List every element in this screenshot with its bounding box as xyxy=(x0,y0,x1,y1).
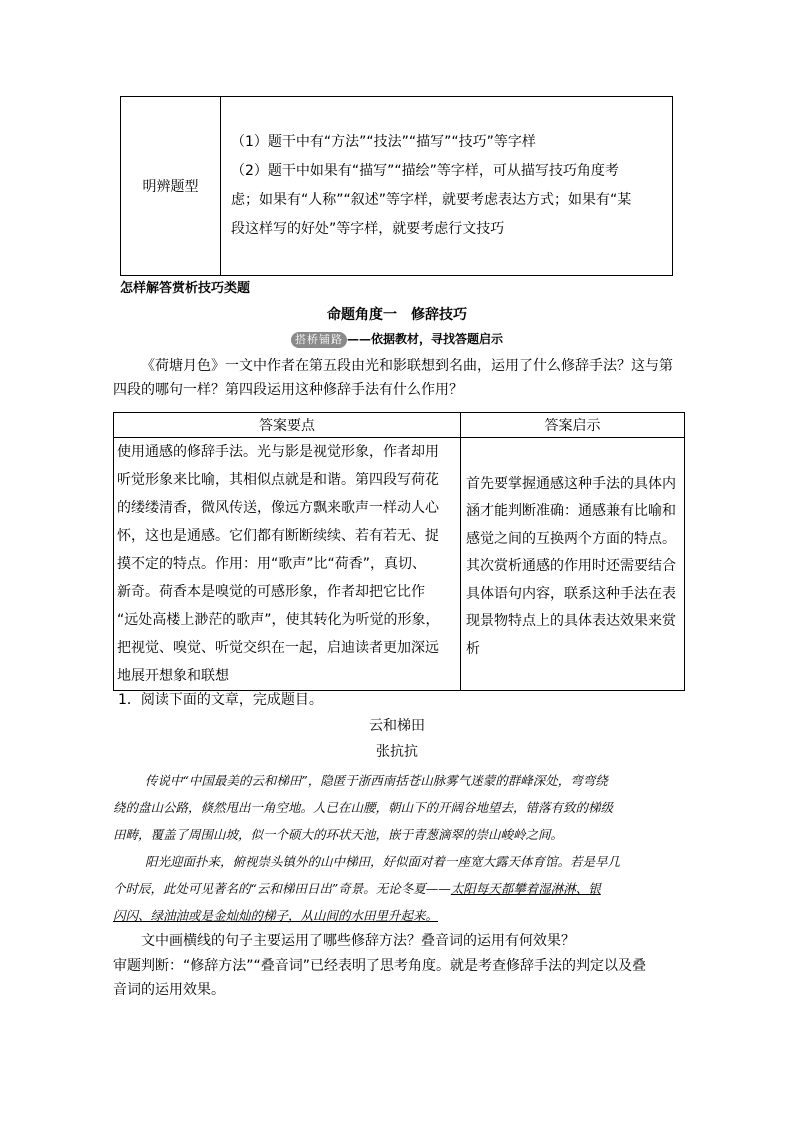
answer-point-line: 地展开想象和联想 xyxy=(117,668,229,684)
answer-point-line: 的缕缕清香，微风传送，像远方飘来歌声一样动人心 xyxy=(117,500,439,516)
answer-hints-cell xyxy=(461,438,685,691)
article-line: 绕的盘山公路，倏然甩出一角空地。人已在山腰，朝山下的开阔谷地望去，错落有致的梯级 xyxy=(113,800,614,815)
analysis-paragraph xyxy=(113,954,703,1002)
answer-point-line: “远处高楼上渺茫的歌声”，使其转化为听觉的形象， xyxy=(117,612,440,628)
guide-line xyxy=(0,330,794,348)
article-author: 张抗抗 xyxy=(376,744,418,760)
answer-hints-header: 答案启示 xyxy=(461,413,685,438)
answer-hint-line: 感觉之间的互换两个方面的特点。 xyxy=(466,530,676,547)
guide-text: ——依据教材，寻找答题启示 xyxy=(346,332,503,346)
question-paragraph xyxy=(113,354,693,402)
answer-point-line: 听觉形象来比喻，其相似点就是和谐。第四段写荷花 xyxy=(117,472,439,488)
article-paragraph-2 xyxy=(113,848,693,929)
section-heading: 怎样解答赏析技巧类题 xyxy=(120,281,251,296)
article-line xyxy=(113,875,693,902)
answer-point-line: 把视觉、嗅觉、听觉交织在一起，启迪读者更加深远 xyxy=(117,640,439,656)
underlined-sentence: 太阳每天都攀着湿淋淋、银 xyxy=(450,881,601,896)
question-line: 四段的哪句一样？第四段运用这种修辞手法有什么作用？ xyxy=(113,382,463,398)
article-line: 田畴，覆盖了周围山坡，似一个硕大的环状天池，嵌于青葱滴翠的崇山峻岭之间。 xyxy=(113,827,564,842)
question-line: 《荷塘月色》一文中作者在第五段由光和影联想到名曲，运用了什么修辞手法？这与第 xyxy=(141,358,673,374)
analysis-line: 音词的运用效果。 xyxy=(113,982,225,998)
question-type-table xyxy=(120,96,673,276)
answer-hint-line: 首先要掌握通感这种手法的具体内 xyxy=(466,475,676,492)
article-paragraph-1 xyxy=(113,767,693,848)
question-type-line: （2）题干中如果有“描写”“描绘”等字样，可从描写技巧角度考 xyxy=(231,163,619,179)
underlined-sentence: 闪闪、绿油油或是金灿灿的梯子，从山间的水田里升起来。 xyxy=(113,908,439,923)
answer-point-line: 怀，这也是通感。它们都有断断续续、若有若无、捉 xyxy=(117,528,439,544)
article-line: 传说中“中国最美的云和梯田”，隐匿于浙西南括苍山脉雾气迷蒙的群峰深处，弯弯绕 xyxy=(145,773,608,788)
answer-hint-line: 具体语句内容，联系这种手法在表 xyxy=(466,585,676,602)
answer-hint-line: 现景物特点上的具体表达效果来赏 xyxy=(466,613,676,630)
question-type-line: 段这样写的好处”等字样，就要考虑行文技巧 xyxy=(231,221,505,237)
question-type-label: 明辨题型 xyxy=(121,97,221,276)
article-line: 阳光迎面扑来，俯视崇头镇外的山中梯田，好似面对着一座宽大露天体育馆。若是早几 xyxy=(145,854,621,869)
answer-points-header: 答案要点 xyxy=(114,413,461,438)
analysis-line: 审题判断：“修辞方法”“叠音词”已经表明了思考角度。就是考查修辞手法的判定以及叠 xyxy=(113,958,647,974)
angle-title: 命题角度一 修辞技巧 xyxy=(327,307,467,323)
article-title: 云和梯田 xyxy=(369,718,425,734)
answer-points-cell xyxy=(114,438,461,691)
question-type-line: （1）题干中有“方法”“技法”“描写”“技巧”等字样 xyxy=(231,134,536,150)
answer-table xyxy=(113,412,685,691)
question-type-content xyxy=(221,97,673,276)
question-2: 文中画横线的句子主要运用了哪些修辞方法？叠音词的运用有何效果？ xyxy=(141,933,575,949)
answer-hint-line: 涵才能判断准确：通感兼有比喻和 xyxy=(466,503,676,520)
guide-tag-badge: 搭桥铺路 xyxy=(291,332,347,348)
answer-point-line: 使用通感的修辞手法。光与影是视觉形象，作者却用 xyxy=(117,444,439,460)
answer-point-line: 摸不定的特点。作用：用“歌声”比“荷香”，真切、 xyxy=(117,556,427,572)
answer-hint-line: 其次赏析通感的作用时还需要结合 xyxy=(466,558,676,575)
answer-point-line: 新奇。荷香本是嗅觉的可感形象，作者却把它比作 xyxy=(117,584,425,600)
article-text: 个时辰，此处可见著名的“云和梯田日出”奇景。无论冬夏—— xyxy=(113,881,451,896)
answer-hint-line: 析 xyxy=(466,640,480,657)
question-type-line: 虑；如果有“人称”“叙述”等字样，就要考虑表达方式；如果有“某 xyxy=(231,192,632,208)
exercise-line: 1．阅读下面的文章，完成题目。 xyxy=(118,692,323,708)
